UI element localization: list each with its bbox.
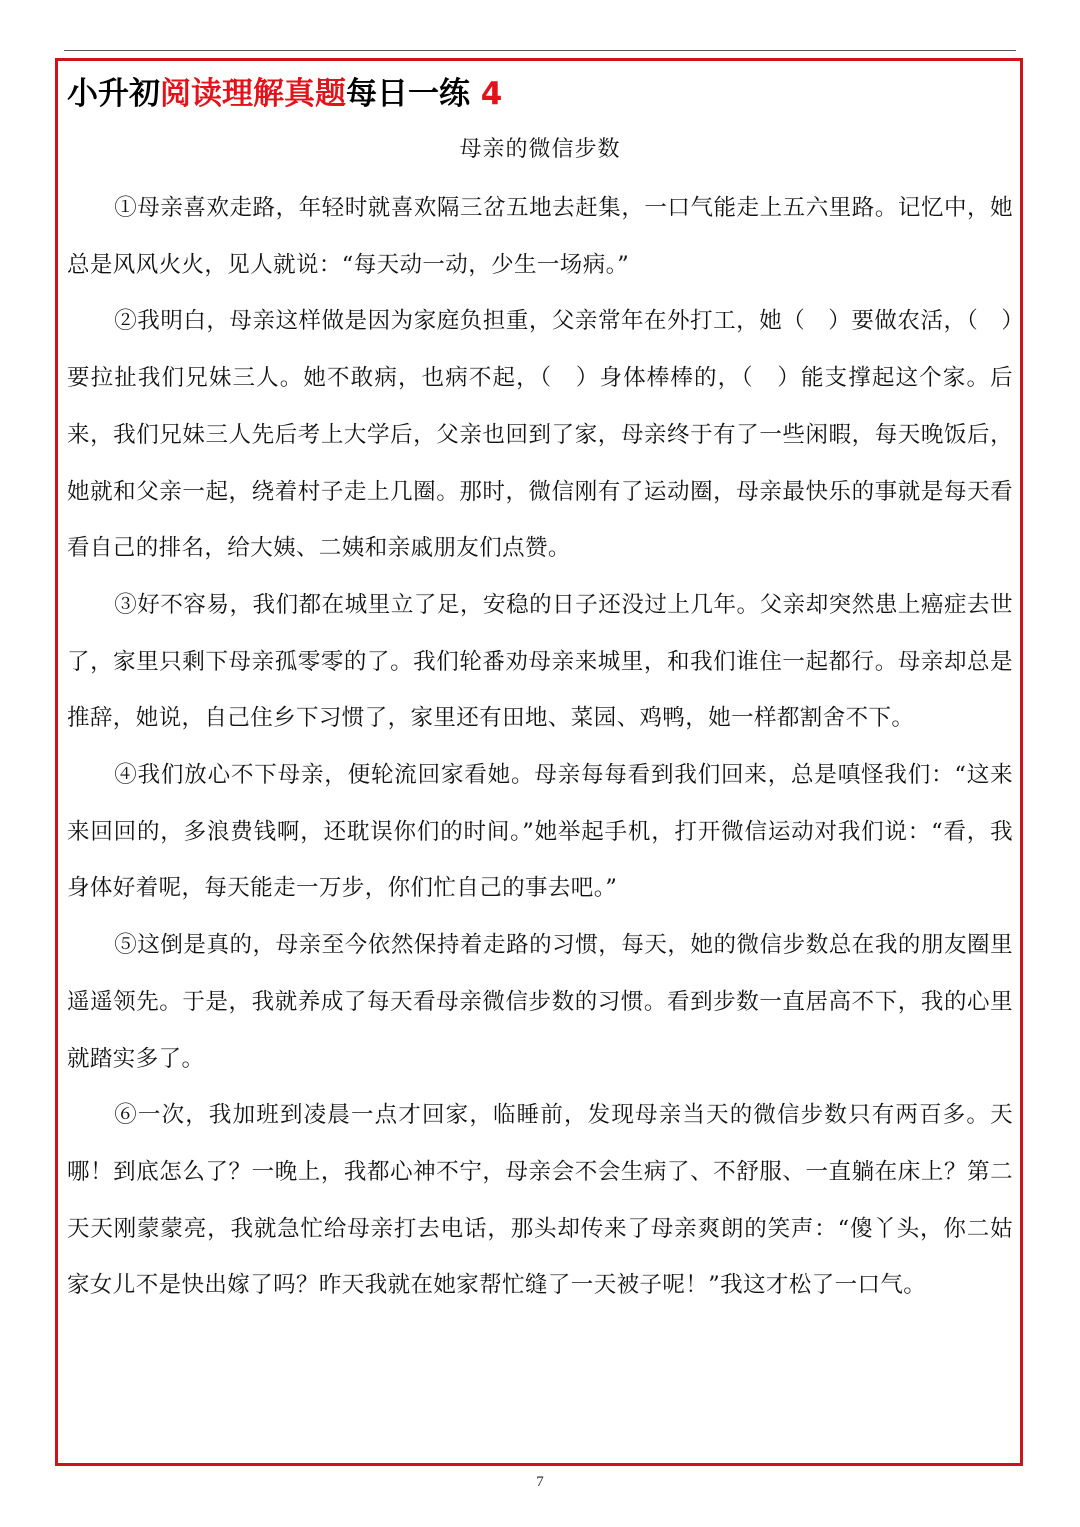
header-highlight: 阅读理解真题 (160, 76, 346, 112)
header-number: 4 (470, 76, 503, 112)
header-middle: 每日一练 (346, 76, 470, 112)
page-number: 7 (536, 1474, 544, 1490)
paragraph-5: ⑤这倒是真的，母亲至今依然保持着走路的习惯，每天，她的微信步数总在我的朋友圈里遥遥领先。于是，我就养成了每天看母亲微信步数的习惯。看到步数一直居高不下，我的心里就踏实多了。 (67, 932, 1013, 1072)
paragraph-4: ④我们放心不下母亲，便轮流回家看她。母亲每每看到我们回来，总是嗔怪我们：“这来来回回的，多浪费钱啊，还耽误你们的时间。”她举起手机，打开微信运动对我们说：“看，我身体好着呢，每天能走一万步，你们忙自己的事去吧。” (67, 762, 1013, 902)
paragraph-1: ①母亲喜欢走路，年轻时就喜欢隔三岔五地去赶集，一口气能走上五六里路。记忆中，她总是风风火火，见人就说：“每天动一动，少生一场病。” (67, 195, 1013, 278)
article-title: 母亲的微信步数 (459, 137, 621, 162)
paragraph-6: ⑥一次，我加班到凌晨一点才回家，临睡前，发现母亲当天的微信步数只有两百多。天哪！到底怎么了？一晚上，我都心神不宁，母亲会不会生病了、不舒服、一直躺在床上？第二天天刚蒙蒙亮，我就急忙给母亲打去电话，那头却传来了母亲爽朗的笑声：“傻丫头，你二姑家女儿不是快出嫁了吗？昨天我就在她家帮忙缝了一天被子呢！”我这才松了一口气。 (67, 1102, 1013, 1299)
worksheet-header (67, 70, 502, 118)
article-body (67, 180, 1013, 1314)
header-prefix: 小升初 (67, 76, 160, 112)
paragraph-2: ②我明白，母亲这样做是因为家庭负担重，父亲常年在外打工，她（ ）要做农活，（ ）要拉扯我们兄妹三人。她不敢病，也病不起，（ ）身体棒棒的，（ ）能支撑起这个家。后来，我们兄妹三人先后考上大学后，父亲也回到了家，母亲终于有了一些闲暇，每天晚饭后，她就和父亲一起，绕着村子走上几圈。那时，微信刚有了运动圈，母亲最快乐的事就是每天看看自己的排名，给大姨、二姨和亲戚朋友们点赞。 (67, 308, 1013, 562)
top-divider-line (64, 50, 1016, 51)
paragraph-3: ③好不容易，我们都在城里立了足，安稳的日子还没过上几年。父亲却突然患上癌症去世了，家里只剩下母亲孤零零的了。我们轮番劝母亲来城里，和我们谁住一起都行。母亲却总是推辞，她说，自己住乡下习惯了，家里还有田地、菜园、鸡鸭，她一样都割舍不下。 (67, 591, 1013, 732)
